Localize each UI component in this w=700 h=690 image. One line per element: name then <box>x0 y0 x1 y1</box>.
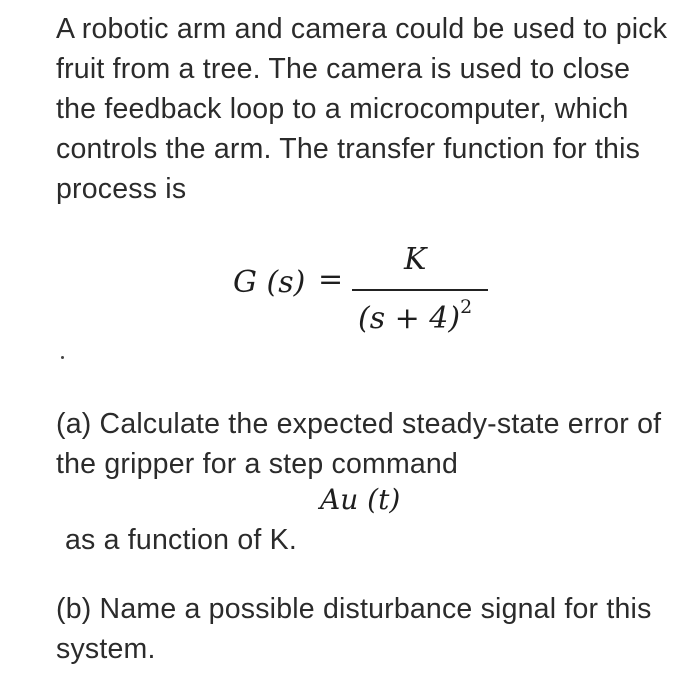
transfer-function-denominator <box>358 296 473 336</box>
equals-sign: = <box>318 262 344 297</box>
part-a-question: (a) Calculate the expected steady-state error of the gripper for a step command <box>56 408 662 480</box>
step-command-expression: Au (t) <box>320 483 401 516</box>
transfer-function-lhs: G (s) <box>233 265 306 300</box>
fraction-bar <box>352 289 488 291</box>
denominator-exponent: 2 <box>460 296 473 318</box>
denominator-base: (s + 4) <box>358 301 461 336</box>
part-a-tail-text: as a function of K. <box>65 524 297 556</box>
separator-dot <box>61 356 64 359</box>
part-b-question: (b) Name a possible disturbance signal for this system. <box>56 593 652 665</box>
transfer-function-numerator: K <box>404 242 427 277</box>
problem-intro-text: A robotic arm and camera could be used to pick fruit from a tree. The camera is used to close the feedback loop to a microcomputer, which controls the arm. The transfer function for this process is <box>56 13 668 205</box>
